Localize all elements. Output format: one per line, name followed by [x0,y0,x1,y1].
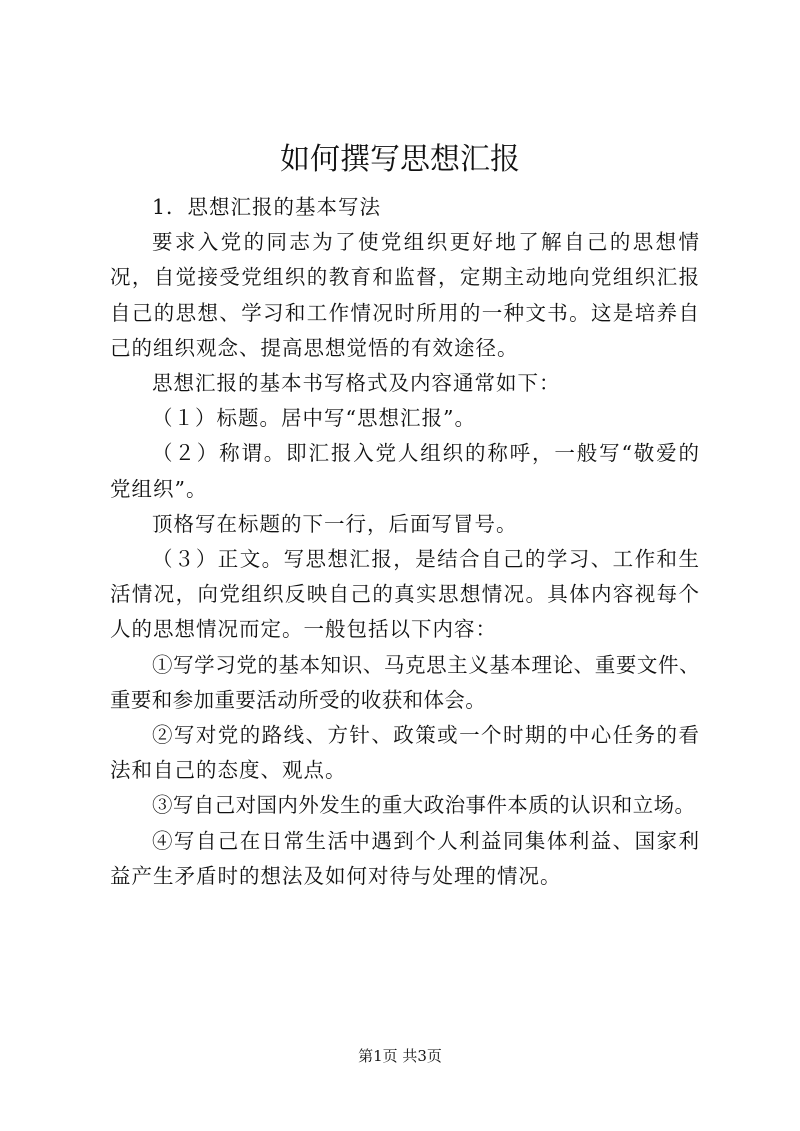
page-footer: 第1页 共3页 [358,1047,442,1065]
paragraph-10: ③写自己对国内外发生的重大政治事件本质的认识和立场。 [152,793,696,818]
paragraph-11: ④写自己在日常生活中遇到个人利益同集体利益、国家利益产生矛盾时的想法及如何对待与处理的情况。 [110,828,700,888]
document-title: 如何撰写思想汇报 [280,142,520,177]
paragraph-1: 1．思想汇报的基本写法 [152,195,382,219]
paragraph-5: （２）称谓。即汇报入党人组织的称呼，一般写“敬爱的党组织”。 [110,441,700,501]
paragraph-7: （３）正文。写思想汇报，是结合自己的学习、工作和生活情况，向党组织反映自己的真实思想情况。具体内容视每个人的思想情况而定。一般包括以下内容： [110,547,700,642]
paragraph-8: ①写学习党的基本知识、马克思主义基本理论、重要文件、重要和参加重要活动所受的收获和体会。 [110,652,700,712]
paragraph-9: ②写对党的路线、方针、政策或一个时期的中心任务的看法和自己的态度、观点。 [110,723,700,783]
paragraph-3: 思想汇报的基本书写格式及内容通常如下： [152,371,561,396]
paragraph-2: 要求入党的同志为了使党组织更好地了解自己的思想情况，自觉接受党组织的教育和监督，定期主动地向党组织汇报自己的思想、学习和工作情况时所用的一种文书。这是培养自己的组织观念、提高思想觉悟的有效途径。 [110,230,700,360]
paragraph-4: （１）标题。居中写“思想汇报”。 [152,406,476,431]
document-body [110,190,700,894]
paragraph-6: 顶格写在标题的下一行，后面写冒号。 [152,511,518,536]
